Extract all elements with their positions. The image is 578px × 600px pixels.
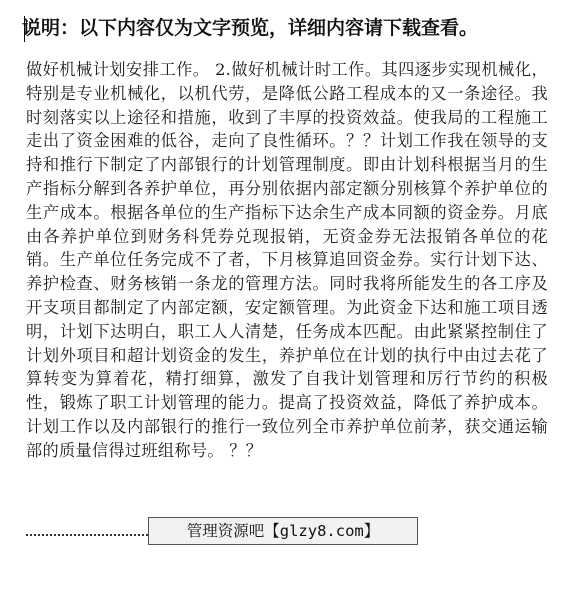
dotted-leader	[26, 528, 156, 536]
watermark-close-bracket: 】	[363, 522, 380, 540]
watermark-open-bracket: 【	[264, 522, 280, 540]
watermark-site: glzy8.com	[279, 522, 364, 540]
watermark-label: 管理资源吧	[186, 522, 265, 540]
watermark-banner	[148, 517, 418, 545]
preview-notice: 说明：以下内容仅为文字预览，详细内容请下载查看。	[22, 17, 479, 39]
document-paragraph: 做好机械计划安排工作。 2.做好机械计时工作。其四逐步实现机械化，特别是专业机械化，以机代劳，是降低公路工程成本的又一条途径。我时刻落实以上途径和措施，收到了丰厚的投资效益。使我局的工程施工走出了资金困难的低谷，走向了良性循环。？？计划工作我在领导的支持和推行下制定了内部银行的计划管理制度。即由计划科根据当月的生产指标分解到各养护单位，再分别依据内部定额分别核算个养护单位的生产成本。根据各单位的生产指标下达余生产成本同额的资金券。月底由各养护单位到财务科凭券兑现报销，无资金券无法报销各单位的花销。生产单位任务完成不了者，下月核算追回资金券。实行计划下达、养护检查、财务核销一条龙的管理方法。同时我将所能发生的各工序及开支项目都制定了内部定额，安定额管理。为此资金下达和施工项目透明，计划下达明白，职工人人清楚，任务成本匹配。由此紧紧控制住了计划外项目和超计划资金的发生，养护单位在计划的执行中由过去花了算转变为算着花，精打细算，激发了自我计划管理和厉行节约的积极性，锻炼了职工计划管理的能力。提高了投资效益，降低了养护成本。计划工作以及内部银行的推行一致位列全市养护单位前茅，获交通运输部的质量信得过班组称号。 ？？	[26, 60, 548, 460]
